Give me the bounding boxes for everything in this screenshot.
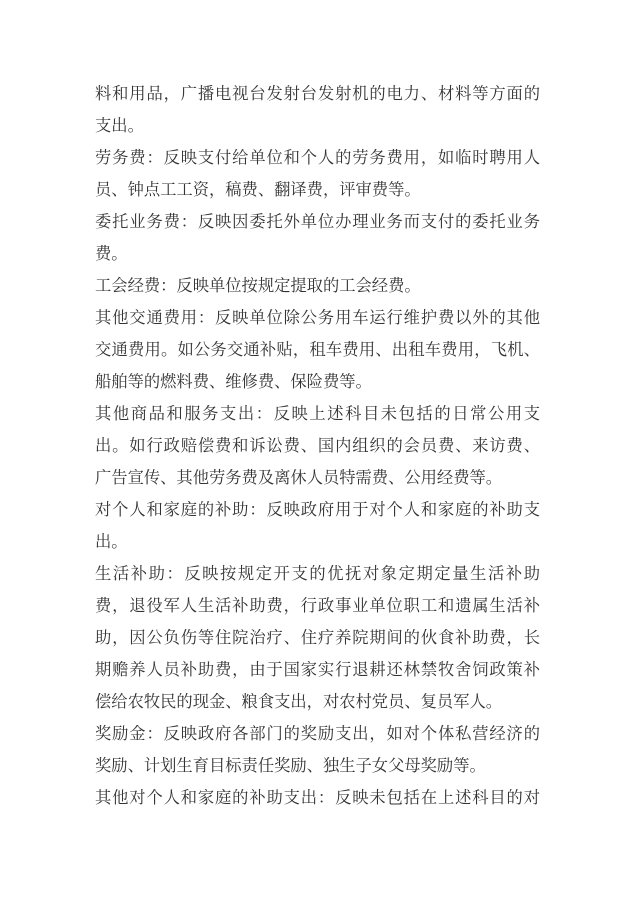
text-line: 偿给农牧民的现金、粮食支出，对农村党员、复员军人。 (95, 692, 503, 711)
text-line: 员、钟点工工资，稿费、翻译费，评审费等。 (95, 180, 421, 199)
text-line: 其他对个人和家庭的补助支出：反映未包括在上述科目的对 (95, 788, 540, 807)
text-line: 委托业务费：反映因委托外单位办理业务而支付的委托业务 (95, 212, 540, 231)
text-line: 劳务费：反映支付给单位和个人的劳务费用，如临时聘用人 (95, 148, 540, 167)
text-line: 工会经费：反映单位按规定提取的工会经费。 (95, 276, 421, 295)
text-line: 期赡养人员补助费，由于国家实行退耕还林禁牧舍饲政策补 (95, 660, 540, 679)
text-line: 料和用品，广播电视台发射台发射机的电力、材料等方面的 (95, 84, 540, 103)
text-line: 支出。 (95, 116, 144, 135)
text-line: 其他交通费用：反映单位除公务用车运行维护费以外的其他 (95, 308, 540, 327)
document-text-block (95, 78, 540, 814)
text-line: 交通费用。如公务交通补贴，租车费用、出租车费用，飞机、 (95, 340, 540, 359)
text-line: 出。 (95, 532, 128, 551)
text-line: 船舶等的燃料费、维修费、保险费等。 (95, 372, 372, 391)
text-line: 费，退役军人生活补助费，行政事业单位职工和遗属生活补 (95, 596, 540, 615)
text-line: 奖励金：反映政府各部门的奖励支出，如对个体私营经济的 (95, 724, 540, 743)
text-line: 广告宣传、其他劳务费及离休人员特需费、公用经费等。 (95, 468, 503, 487)
text-line: 其他商品和服务支出：反映上述科目未包括的日常公用支 (95, 404, 540, 423)
text-line: 费。 (95, 244, 128, 263)
text-line: 对个人和家庭的补助：反映政府用于对个人和家庭的补助支 (95, 500, 540, 519)
text-line: 出。如行政赔偿费和诉讼费、国内组织的会员费、来访费、 (95, 436, 540, 455)
text-line: 生活补助：反映按规定开支的优抚对象定期定量生活补助 (95, 564, 540, 583)
text-line: 奖励、计划生育目标责任奖励、独生子女父母奖励等。 (95, 756, 486, 775)
text-line: 助，因公负伤等住院治疗、住疗养院期间的伙食补助费，长 (95, 628, 540, 647)
